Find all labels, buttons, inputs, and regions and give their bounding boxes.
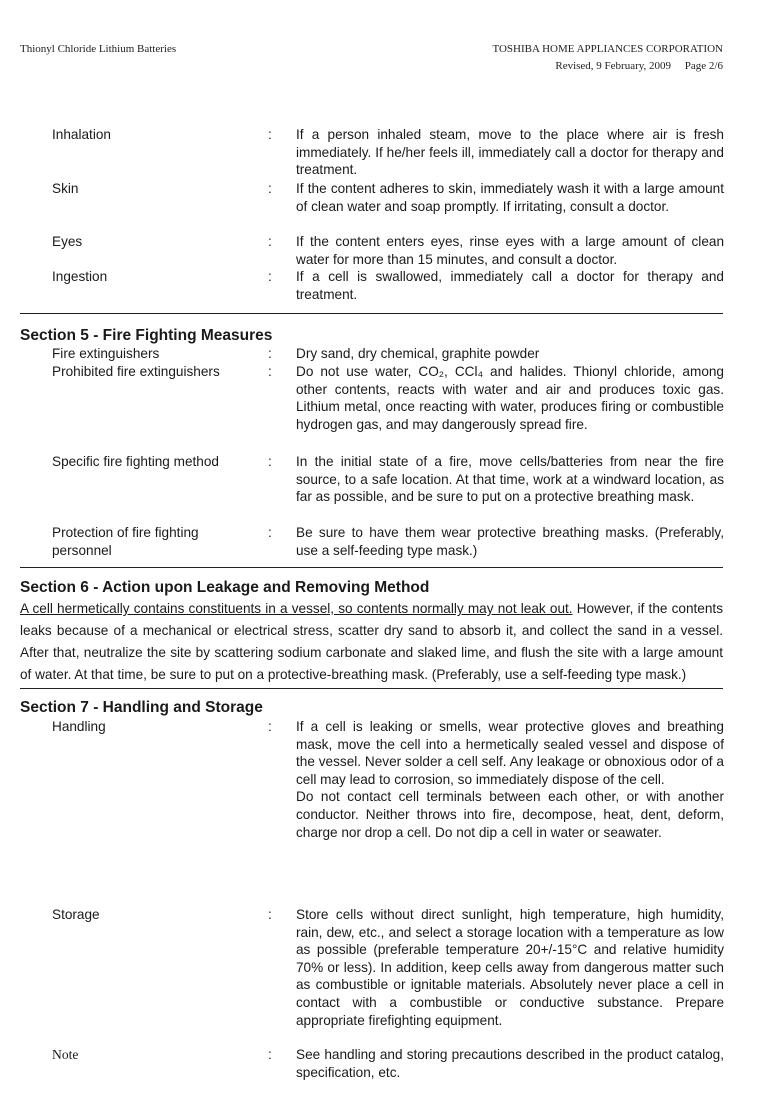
colon: : <box>268 234 272 249</box>
divider <box>20 688 723 689</box>
handling <box>52 718 724 841</box>
item-label: Handling <box>52 719 106 734</box>
item-label: Note <box>52 1047 79 1062</box>
item-label: Protection of fire fighting personnel <box>52 525 199 558</box>
item-text: Do not use water, CO₂, CCl₄ and halides. Thionyl chloride, among other contents, reacts with water and air and produces toxic gas. Lithium metal, once reacting with water, produces firing or combustible hydrogen gas, and may dangerously spread fire. <box>296 364 724 432</box>
colon: : <box>268 269 272 284</box>
colon: : <box>268 454 272 469</box>
first-aid-skin <box>52 180 724 215</box>
revision-page-info <box>555 60 723 72</box>
specific-fire-fighting-method <box>52 453 724 506</box>
divider <box>20 567 723 568</box>
item-label: Fire extinguishers <box>52 346 160 361</box>
storage <box>52 906 724 1029</box>
document-title-header: Thionyl Chloride Lithium Batteries <box>20 43 177 55</box>
colon: : <box>268 1047 272 1062</box>
section-5-heading: Section 5 - Fire Fighting Measures <box>20 327 273 344</box>
colon: : <box>268 907 272 922</box>
item-label: Ingestion <box>52 269 108 284</box>
prohibited-fire-extinguishers <box>52 363 724 433</box>
item-text: Be sure to have them wear protective breathing masks. (Preferably, use a self-feeding type mask.) <box>296 525 724 558</box>
item-text: In the initial state of a fire, move cells/batteries from near the fire source, to a safe location. At that time, work at a windward location, as far as possible, and be sure to put on a protective breathing mask. <box>296 454 724 505</box>
item-text: If a cell is leaking or smells, wear protective gloves and breathing mask, move the cell into a hermetically sealed vessel and dispose of the vessel. Never solder a cell self. Any leakage or obnoxious odor of a cell may lead to corrosion, so immediately dispose of the cell. <box>296 719 724 787</box>
section-6-heading: Section 6 - Action upon Leakage and Removing Method <box>20 579 430 596</box>
item-label: Storage <box>52 907 100 922</box>
item-text: Store cells without direct sunlight, high temperature, high humidity, rain, dew, etc., and select a storage location with a temperature as low as possible (preferable temperature 20+/-15°C and relative humidity 70% or less). In addition, keep cells away from dangerous matter such as combustible or ignitable materials. Absolutely never place a cell in contact with a combustible or conductive substance. Prepare appropriate firefighting equipment. <box>296 907 724 1028</box>
protection-of-fire-fighting-personnel <box>52 524 724 559</box>
underlined-statement: A cell hermetically contains constituents in a vessel, so contents normally may not leak out. <box>20 601 573 616</box>
item-text: See handling and storing precautions described in the product catalog, specification, etc. <box>296 1047 724 1080</box>
note <box>52 1046 724 1081</box>
colon: : <box>268 525 272 540</box>
first-aid-eyes <box>52 233 724 268</box>
fire-extinguishers <box>52 345 724 363</box>
item-text-2: Do not contact cell terminals between each other, or with another conductor. Neither throws into fire, decompose, heat, dent, deform, charge nor drop a cell. Do not dip a cell in water or seawater. <box>296 789 724 840</box>
item-label: Skin <box>52 181 79 196</box>
revision-date: Revised, 9 February, 2009 <box>555 60 672 72</box>
first-aid-inhalation <box>52 126 724 179</box>
section-6-body <box>20 598 723 686</box>
page-number: Page 2/6 <box>684 60 723 72</box>
item-label: Prohibited fire extinguishers <box>52 364 220 379</box>
item-label: Eyes <box>52 234 83 249</box>
item-label: Specific fire fighting method <box>52 454 219 469</box>
colon: : <box>268 364 272 379</box>
item-text: If the content enters eyes, rinse eyes with a large amount of clean water for more than 15 minutes, and consult a doctor. <box>296 234 724 267</box>
leakage-instructions: However, if the contents leaks because of a mechanical or electrical stress, scatter dry sand to absorb it, and collect the sand in a vessel. After that, neutralize the site by scattering sodium carbonate and slaked lime, and flush the site with a large amount of water. At that time, be sure to put on a protective-breathing mask. (Preferably, use a self-feeding type mask.) <box>20 601 723 682</box>
first-aid-ingestion <box>52 268 724 303</box>
item-text: If a cell is swallowed, immediately call a doctor for therapy and treatment. <box>296 269 724 302</box>
company-name: TOSHIBA HOME APPLIANCES CORPORATION <box>492 43 723 55</box>
colon: : <box>268 346 272 361</box>
colon: : <box>268 127 272 142</box>
item-text: If a person inhaled steam, move to the place where air is fresh immediately. If he/her feels ill, immediately call a doctor for therapy and treatment. <box>296 127 724 178</box>
item-label: Inhalation <box>52 127 111 142</box>
item-text: Dry sand, dry chemical, graphite powder <box>296 346 540 361</box>
item-text: If the content adheres to skin, immediately wash it with a large amount of clean water and soap promptly. If irritating, consult a doctor. <box>296 181 724 214</box>
section-7-heading: Section 7 - Handling and Storage <box>20 699 263 716</box>
colon: : <box>268 719 272 734</box>
divider <box>20 313 723 314</box>
colon: : <box>268 181 272 196</box>
